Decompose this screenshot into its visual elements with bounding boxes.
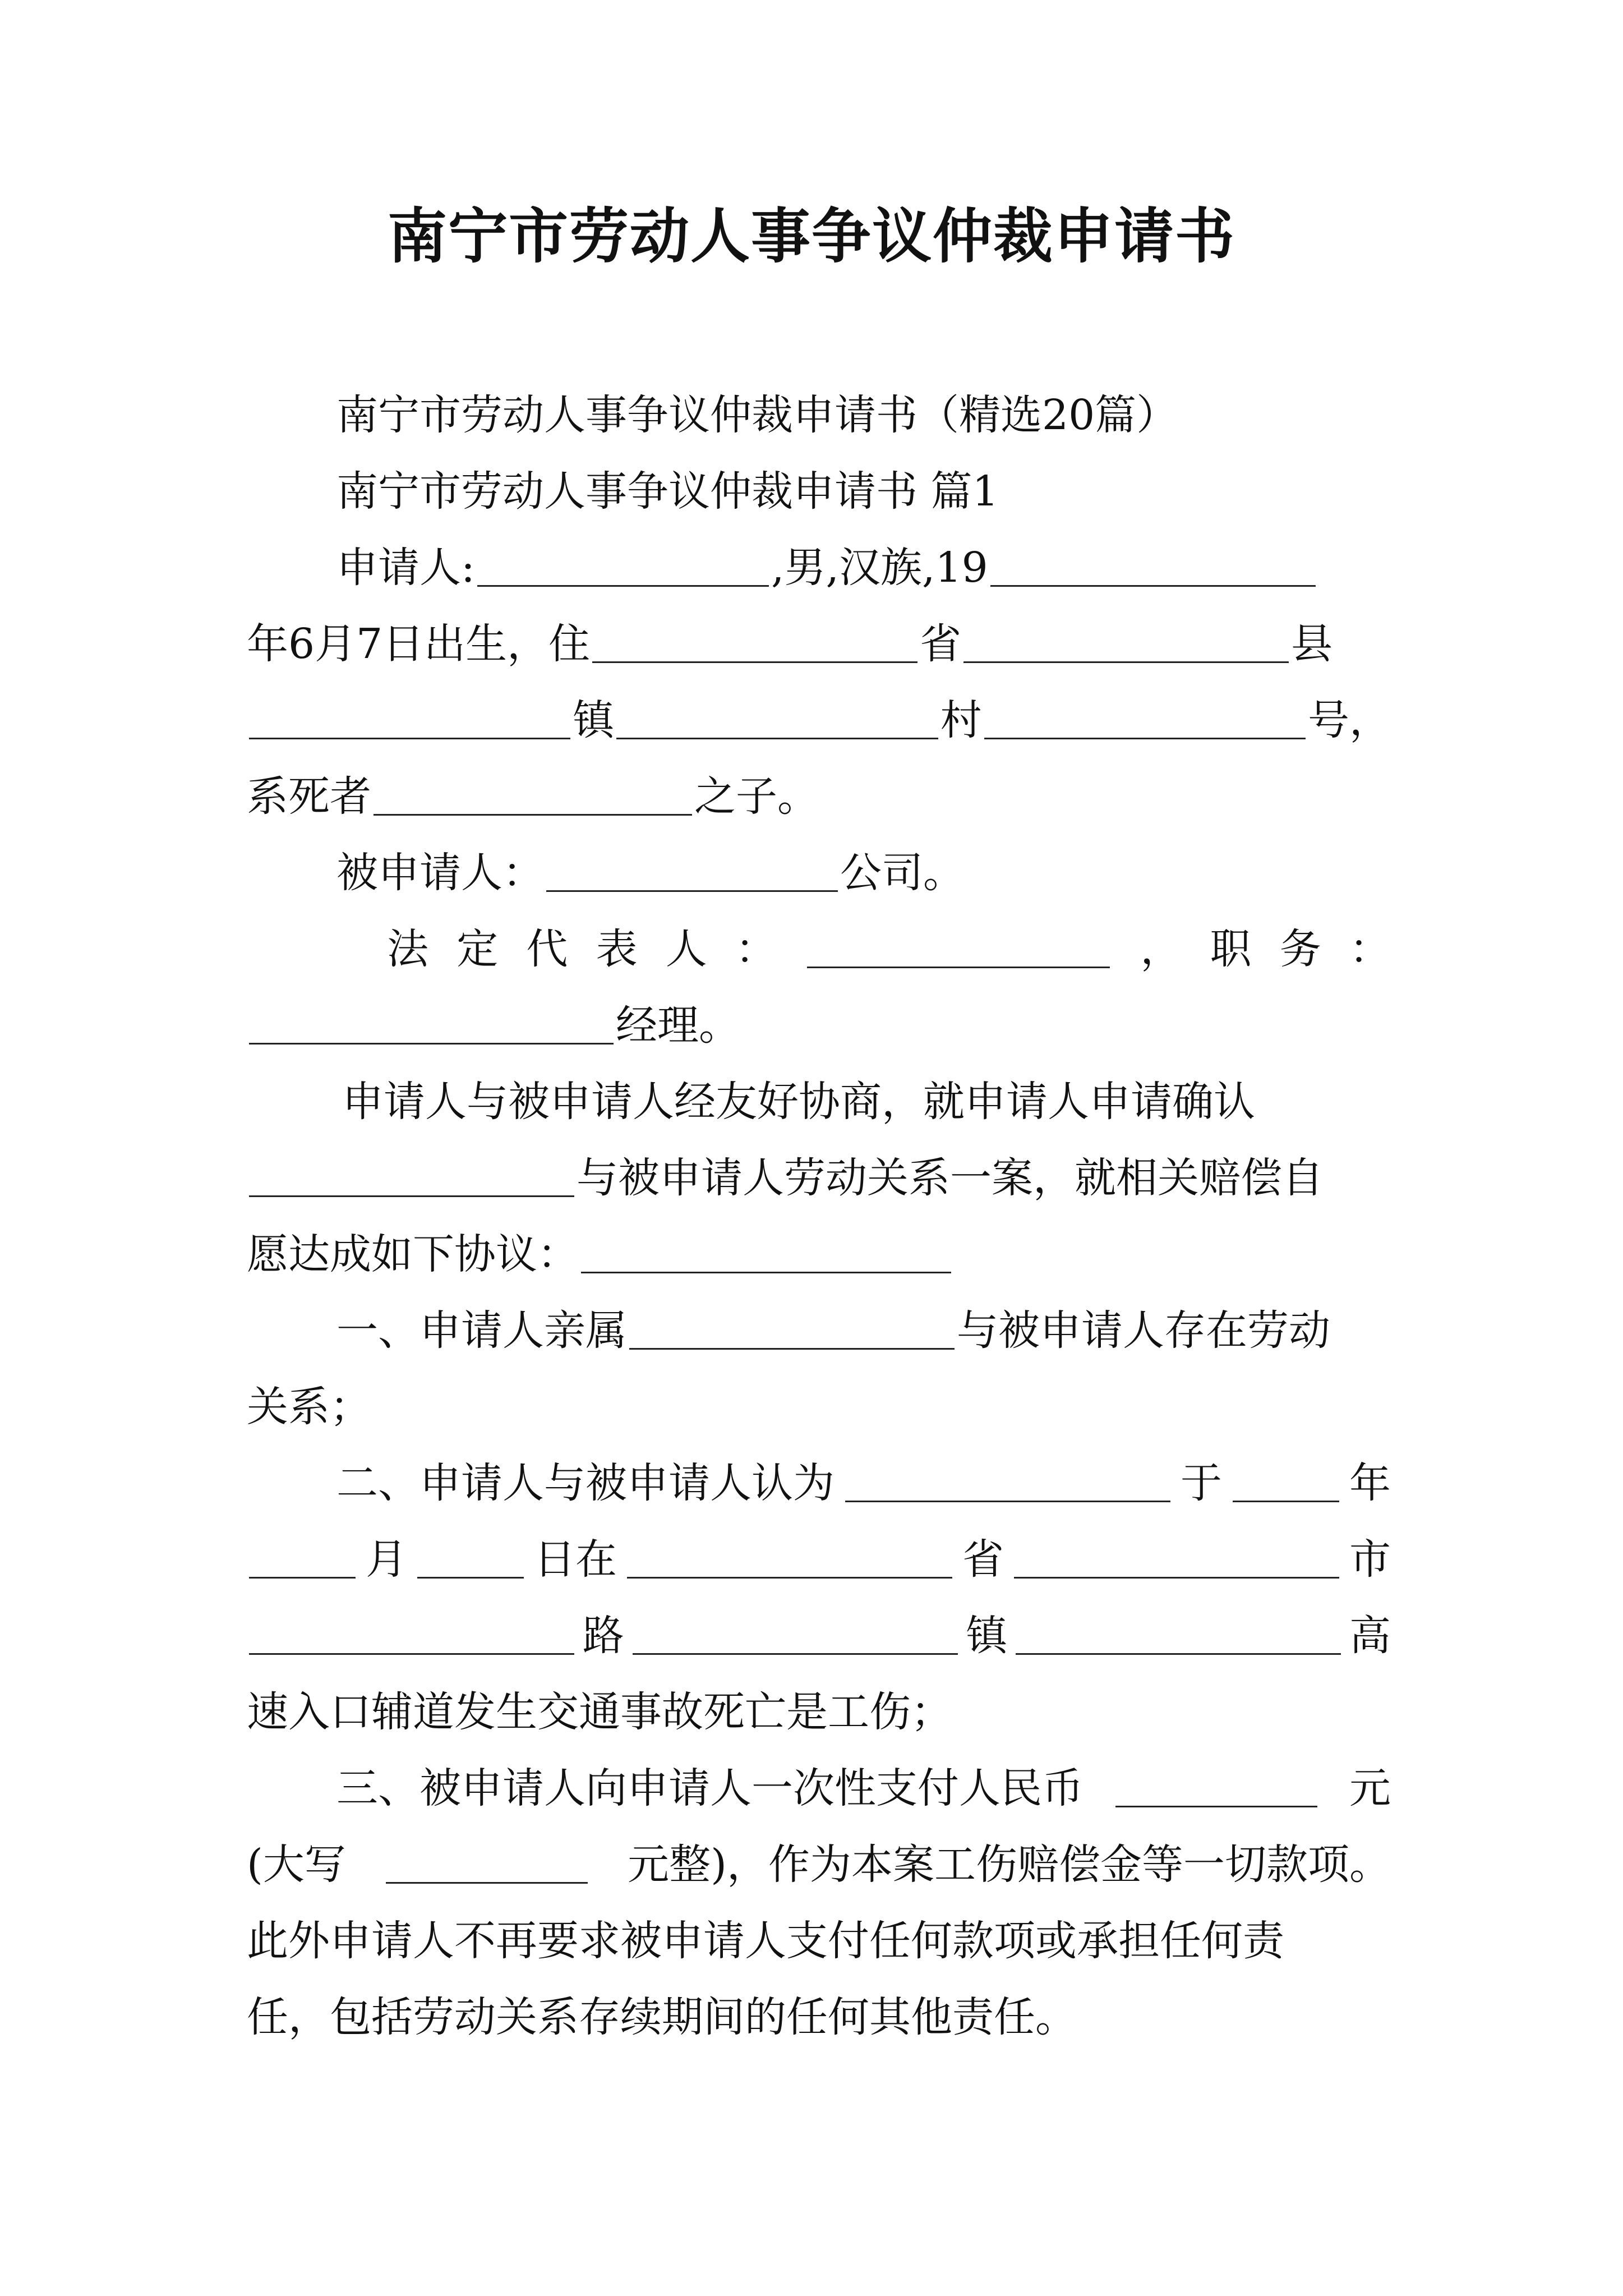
- document-text: 路: [582, 1612, 624, 1660]
- document-line: [247, 1907, 1391, 1975]
- document-text: 元: [1349, 1764, 1391, 1812]
- document-text: 之子。: [694, 772, 819, 821]
- document-text: 县: [1291, 620, 1333, 668]
- page-title: 南宁市劳动人事争议仲裁申请书: [388, 202, 1235, 271]
- fill-in-blank: [1233, 1467, 1339, 1502]
- document-text: 二、申请人与被申请人认为: [336, 1459, 834, 1507]
- fill-in-blank: [546, 857, 838, 892]
- document-text: 被申请人：: [336, 849, 544, 897]
- fill-in-blank: [249, 1009, 614, 1045]
- document-text: 南宁市劳动人事争议仲裁申请书 篇1: [336, 467, 999, 516]
- document-text: ：: [735, 925, 777, 973]
- document-line: [247, 1373, 371, 1441]
- document-line: [247, 1831, 1391, 1898]
- fill-in-blank: [984, 704, 1306, 739]
- document-text: 年6月7日出生，住: [247, 620, 591, 668]
- fill-in-blank: [845, 1467, 1170, 1502]
- document-text: 号，: [1307, 696, 1391, 744]
- document-text: 此外申请人不再要求被申请人支付任何款项或承担任何责: [247, 1917, 1284, 1965]
- document-line: [247, 1678, 976, 1746]
- fill-in-blank: [374, 780, 692, 816]
- document-text: 村: [940, 696, 982, 744]
- fill-in-blank: [1014, 1543, 1339, 1579]
- document-line: [247, 1144, 1391, 1212]
- document-text: 定: [457, 925, 499, 973]
- document-text: 一、申请人亲属: [336, 1306, 627, 1355]
- document-line: [336, 839, 965, 907]
- document-text: 任，包括劳动关系存续期间的任何其他责任。: [247, 1993, 1077, 2041]
- document-line: [247, 1984, 1116, 2051]
- document-line: [336, 1450, 1391, 1517]
- document-text: ，: [1140, 925, 1182, 973]
- fill-in-blank: [386, 1848, 588, 1884]
- document-text: 经理。: [616, 1001, 740, 1050]
- document-text: 日在: [534, 1535, 617, 1584]
- fill-in-blank: [417, 1543, 524, 1579]
- document-text: 镇: [966, 1612, 1008, 1660]
- document-text: 高: [1349, 1612, 1391, 1660]
- document-line: [342, 1068, 1391, 1135]
- fill-in-blank: [963, 628, 1289, 663]
- document-text: 与被申请人存在劳动: [957, 1306, 1330, 1355]
- document-text: 镇: [573, 696, 615, 744]
- fill-in-blank: [249, 1162, 574, 1197]
- fill-in-blank: [249, 1543, 356, 1579]
- document-text: 南宁市劳动人事争议仲裁申请书（精选20篇）: [336, 391, 1178, 439]
- document-line: [247, 1602, 1391, 1669]
- document-text: 职: [1210, 925, 1252, 973]
- document-line: [336, 534, 1391, 601]
- document-text: 月: [366, 1535, 407, 1584]
- document-text: 法: [387, 925, 428, 973]
- document-line: [247, 1221, 970, 1288]
- document-text: 申请人与被申请人经友好协商，就申请人申请确认: [342, 1078, 1255, 1126]
- document-text: (大写: [247, 1841, 346, 1889]
- fill-in-blank: [633, 1619, 958, 1655]
- document-text: 申请人:: [336, 544, 475, 592]
- document-text: 省: [962, 1535, 1004, 1584]
- document-text: 务: [1279, 925, 1321, 973]
- document-text: 关系；: [247, 1383, 371, 1431]
- document-line: [247, 687, 1391, 754]
- document-text: 表: [596, 925, 638, 973]
- fill-in-blank: [627, 1543, 952, 1579]
- document-text: 愿达成如下协议：: [247, 1230, 579, 1278]
- document-text: 市: [1349, 1535, 1391, 1584]
- document-line: [247, 763, 819, 830]
- document-text: 速入口辅道发生交通事故死亡是工伤；: [247, 1688, 952, 1736]
- fill-in-blank: [249, 704, 570, 739]
- document-line: [336, 458, 1054, 525]
- document-text: 三、被申请人向申请人一次性支付人民币: [336, 1764, 1083, 1812]
- fill-in-blank: [249, 1619, 574, 1655]
- document-text: 省: [920, 620, 962, 668]
- document-line: [336, 1297, 1391, 1364]
- fill-in-blank: [1115, 1772, 1317, 1807]
- fill-in-blank: [807, 933, 1110, 968]
- document-text: 年: [1349, 1459, 1391, 1507]
- fill-in-blank: [581, 1238, 951, 1273]
- document-text: 元整)，作为本案工伤赔偿金等一切款项。: [628, 1841, 1391, 1889]
- fill-in-blank: [592, 628, 917, 663]
- document-text: 人: [665, 925, 707, 973]
- document-text: 于: [1181, 1459, 1222, 1507]
- fill-in-blank: [629, 1314, 955, 1350]
- fill-in-blank: [616, 704, 938, 739]
- document-text: ：: [1349, 925, 1391, 973]
- document-line: [247, 610, 1391, 678]
- document-line: [336, 1755, 1391, 1822]
- document-line: [336, 381, 1200, 449]
- document-text: 公司。: [840, 849, 965, 897]
- document-text: 代: [526, 925, 568, 973]
- fill-in-blank: [1016, 1619, 1341, 1655]
- document-text: ,男,汉族,19: [771, 544, 988, 592]
- document-text: 系死者: [247, 772, 371, 821]
- fill-in-blank: [477, 551, 769, 587]
- document-line: [247, 1526, 1391, 1593]
- document-text: 与被申请人劳动关系一案，就相关赔偿自: [577, 1154, 1324, 1202]
- fill-in-blank: [990, 551, 1316, 587]
- document-line: [247, 992, 740, 1059]
- document-line: [387, 915, 1391, 983]
